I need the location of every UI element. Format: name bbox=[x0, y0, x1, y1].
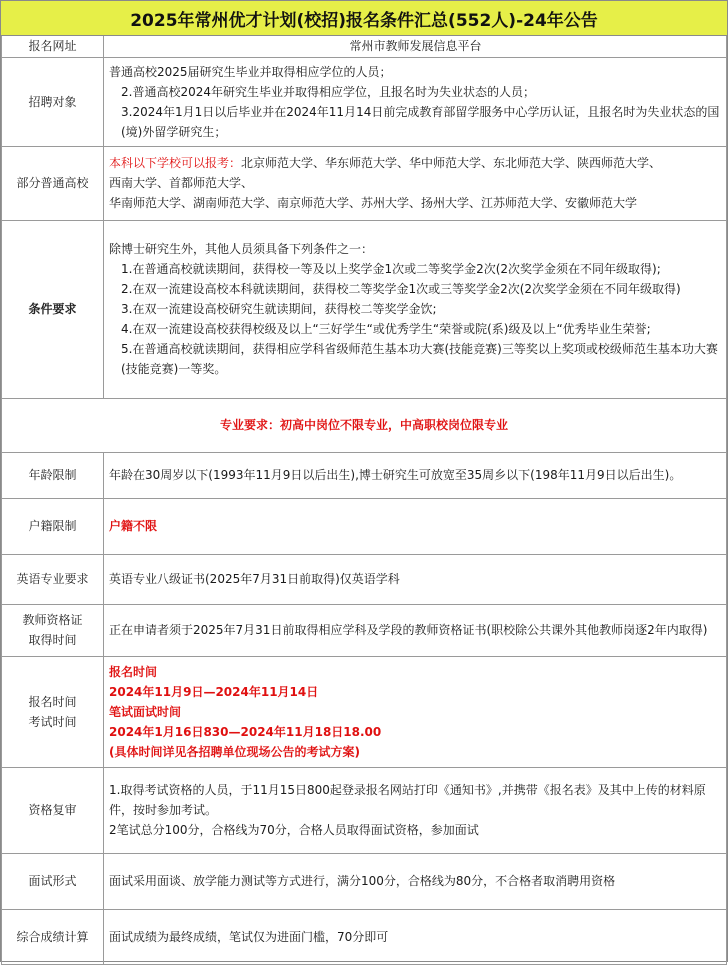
row-review bbox=[2, 767, 727, 853]
condition-item: 3.在双一流建设高校研究生就读期间，获得校二等奖学金饮; bbox=[121, 302, 437, 316]
review-label: 资格复审 bbox=[2, 767, 104, 853]
row-english bbox=[2, 554, 727, 604]
row-conditions bbox=[2, 220, 727, 398]
target-value bbox=[104, 57, 727, 146]
site-label: 报名网址 bbox=[2, 36, 104, 57]
schedule-line: 报名时间 bbox=[109, 664, 158, 679]
row-target bbox=[2, 57, 727, 146]
score-label: 综合成绩计算 bbox=[2, 909, 104, 964]
cert-value: 正在申请者须于2025年7月31日前取得相应学科及学段的教师资格证书(职校除公共课外其他教师岗逐2年内取得) bbox=[104, 604, 727, 656]
universities-line bbox=[109, 153, 722, 173]
schedule-label-line: 报名时间 bbox=[28, 694, 77, 709]
english-label: 英语专业要求 bbox=[2, 554, 104, 604]
target-label: 招聘对象 bbox=[2, 57, 104, 146]
universities-lead: 本科以下学校可以报考： bbox=[109, 156, 242, 170]
cert-label-line: 教师资格证 bbox=[22, 613, 83, 627]
schedule-value bbox=[104, 656, 727, 767]
review-line: 2笔试总分100分，合格线为70分，合格人员取得面试资格，参加面试 bbox=[109, 823, 479, 837]
major-requirement: 专业要求：初高中岗位不限专业，中高职校岗位限专业 bbox=[2, 398, 727, 452]
interview-value: 面试采用面谈、放学能力测试等方式进行，满分100分，合格线为80分，不合格者取消聘用资格 bbox=[104, 853, 727, 909]
row-cert bbox=[2, 604, 727, 656]
cert-label-line: 取得时间 bbox=[28, 633, 77, 647]
site-value: 常州市教师发展信息平台 bbox=[104, 36, 727, 57]
interview-label: 面试形式 bbox=[2, 853, 104, 909]
condition-item: 5.在普通高校就读期间，获得相应学科省级师范生基本功大赛(技能竞赛)三等奖以上奖项或校级师范生基本功大赛(技能竞赛)一等奖。 bbox=[121, 342, 718, 376]
universities-list: 北京师范大学、华东师范大学、华中师范大学、东北师范大学、陕西师范大学、 bbox=[241, 156, 662, 170]
schedule-label bbox=[2, 656, 104, 767]
schedule-line: 笔试面试时间 bbox=[109, 704, 182, 719]
condition-item: 4.在双一流建设高校获得校级及以上“三好学生“或优秀学生“荣誉或院(系)级及以上“优秀毕业生荣誉; bbox=[121, 322, 651, 336]
conditions-label: 条件要求 bbox=[2, 220, 104, 398]
review-value bbox=[104, 767, 727, 853]
conditions-intro: 除博士研究生外，其他人员须具备下列条件之一： bbox=[109, 242, 374, 256]
row-interview bbox=[2, 853, 727, 909]
cert-label bbox=[2, 604, 104, 656]
universities-line: 西南大学、首都师范大学、 bbox=[109, 176, 254, 190]
schedule-line: (具体时间详见各招聘单位现场公告的考试方案) bbox=[109, 744, 360, 759]
conditions-value bbox=[104, 220, 727, 398]
age-label: 年龄限制 bbox=[2, 452, 104, 498]
english-value: 英语专业八级证书(2025年7月31日前取得)仅英语学科 bbox=[104, 554, 727, 604]
review-line: 1.取得考试资格的人员，于11月15日800起登录报名网站打印《通知书》,并携带《报名表》及其中上传的材料原件，按时参加考试。 bbox=[109, 783, 706, 817]
row-age bbox=[2, 452, 727, 498]
schedule-line: 2024年11月9日—2024年11月14日 bbox=[109, 684, 319, 699]
universities-line: 华南师范大学、湖南师范大学、南京师范大学、苏州大学、扬州大学、江苏师范大学、安徽师范大学 bbox=[109, 196, 638, 210]
row-schedule bbox=[2, 656, 727, 767]
score-value: 面试成绩为最终成绩，笔试仅为进面门槛，70分即可 bbox=[104, 909, 727, 964]
age-value: 年龄在30周岁以下(1993年11月9日以后出生),博士研究生可放宽至35周乡以下(198年11月9日以后出生)。 bbox=[104, 452, 727, 498]
page-title: 2025年常州优才计划(校招)报名条件汇总(552人)-24年公告 bbox=[1, 1, 727, 36]
hukou-label: 户籍限制 bbox=[2, 498, 104, 554]
universities-label: 部分普通高校 bbox=[2, 146, 104, 220]
requirements-table bbox=[1, 36, 727, 965]
condition-item: 1.在普通高校就读期间，获得校一等及以上奖学金1次或二等奖学金2次(2次奖学金须在不同年级取得); bbox=[121, 262, 661, 276]
hukou-value: 户籍不限 bbox=[104, 498, 727, 554]
universities-value bbox=[104, 146, 727, 220]
schedule-label-line: 考试时间 bbox=[28, 714, 77, 729]
row-score bbox=[2, 909, 727, 964]
row-major bbox=[2, 398, 727, 452]
target-line: 2.普通高校2024年研究生毕业并取得相应学位，且报名时为失业状态的人员； bbox=[121, 84, 535, 99]
target-line: 3.2024年1月1日以后毕业并在2024年11月14日前完成教育部留学服务中心学历认证，且报名时为失业状态的国(境)外留学研究生； bbox=[121, 104, 720, 139]
condition-item: 2.在双一流建设高校本科就读期间，获得校二等奖学金1次或三等奖学金2次(2次奖学金须在不同年级取得) bbox=[121, 282, 681, 296]
row-hukou bbox=[2, 498, 727, 554]
row-site bbox=[2, 36, 727, 57]
schedule-line: 2024年1月16日830—2024年11月18日18.00 bbox=[109, 724, 382, 739]
target-line: 普通高校2025届研究生毕业并取得相应学位的人员； bbox=[109, 64, 392, 79]
row-universities bbox=[2, 146, 727, 220]
